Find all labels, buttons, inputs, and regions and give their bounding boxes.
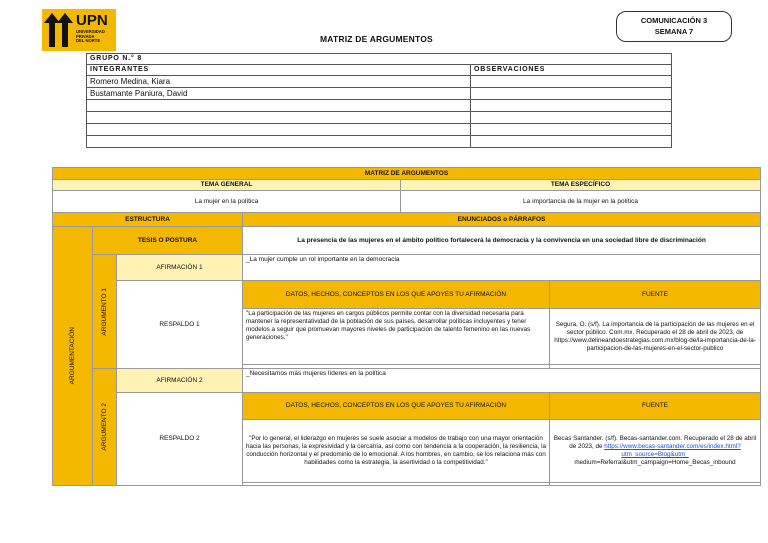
estructura-header: ESTRUCTURA (53, 213, 243, 227)
upn-arrows-icon (44, 11, 74, 49)
fuente-2-citation: Becas Santander. (s/f). Becas-santander.com. Recuperado el 28 de abril de 2023, de (553, 435, 757, 450)
tesis-label: TESIS O POSTURA (93, 227, 243, 255)
afirmacion-2-value[interactable]: _Necesitamos más mujeres líderes en la política (243, 369, 761, 393)
fuente-1-text[interactable]: Segura, O. (s/f). La importancia de la participación de las mujeres en el sector público. Com.mx. Recuperado el 28 de abril de 2023, de https://www.delineandoestrategias.com.mx/blog-de/la-importancia-de-la-participacion-de-las-mujeres-en-el-sector-publico (550, 309, 761, 365)
tema-especifico-value[interactable]: La importancia de la mujer en la política (401, 191, 761, 213)
course-week: SEMANA 7 (654, 27, 694, 36)
afirmacion-1-value[interactable]: _La mujer cumple un rol importante en la democracia (243, 255, 761, 281)
document-title: MATRIZ DE ARGUMENTOS (320, 34, 433, 44)
course-name: COMUNICACIÓN 3 (640, 16, 708, 25)
fuente-2-header: FUENTE (550, 393, 761, 420)
logo-subtitle: UNIVERSIDAD PRIVADA DEL NORTE (76, 29, 105, 44)
course-badge (616, 11, 732, 42)
matrix-title: MATRIZ DE ARGUMENTOS (53, 168, 761, 180)
logo-text: UPN (76, 12, 108, 29)
argumentacion-label: ARGUMENTACIÓN (53, 227, 93, 486)
afirmacion-2-label: AFIRMACIÓN 2 (117, 369, 243, 393)
fuente-2-link[interactable]: https://www.becas-santander.com/es/index.html?utm_source=Blog&utm_ (604, 443, 741, 458)
respaldo-2-text[interactable]: "Por lo general, el liderazgo en mujeres se suele asociar a modelos de trabajo con una mayor orientación hacia las personas, la expresividad y la cercanía, así como con tendencia a la cooperación, la resiliencia, la conducción horizontal y el predominio de lo emocional. A los hombres, en cambio, se los relaciona más con habilidades como la estrategia, la asertividad o la competitividad." (243, 420, 550, 483)
upn-logo (42, 9, 116, 51)
fuente-2-text[interactable] (550, 420, 761, 483)
member-name[interactable]: Romero Medina, Kiara (87, 76, 471, 88)
fuente-2-params: medium=Referral&utm_campaign=Home_Becas_inbound (574, 459, 736, 466)
tema-general-header: TEMA GENERAL (53, 180, 401, 191)
member-observation[interactable] (471, 136, 672, 148)
member-name[interactable] (87, 100, 471, 112)
member-observation[interactable] (471, 88, 672, 100)
respaldo-2-label: RESPALDO 2 (117, 393, 243, 486)
enunciados-header: ENUNCIADOS o PÁRRAFOS (243, 213, 761, 227)
observaciones-header: OBSERVACIONES (471, 65, 672, 76)
member-name[interactable] (87, 136, 471, 148)
member-observation[interactable] (471, 112, 672, 124)
member-observation[interactable] (471, 124, 672, 136)
tema-general-value[interactable]: La mujer en la política (53, 191, 401, 213)
fuente-1-header: FUENTE (550, 281, 761, 309)
member-row (87, 136, 672, 148)
member-observation[interactable] (471, 76, 672, 88)
argumento-1-label: ARGUMENTO 1 (93, 255, 117, 369)
argument-matrix (52, 167, 761, 486)
afirmacion-1-label: AFIRMACIÓN 1 (117, 255, 243, 281)
member-row (87, 112, 672, 124)
member-name[interactable]: Bustamante Paniura, David (87, 88, 471, 100)
datos-2-header: DATOS, HECHOS, CONCEPTOS EN LOS QUE APOYES TU AFIRMACIÓN (243, 393, 550, 420)
member-observation[interactable] (471, 100, 672, 112)
integrantes-header: INTEGRANTES (87, 65, 471, 76)
respaldo-1-label: RESPALDO 1 (117, 281, 243, 369)
respaldo-1-text[interactable]: "La participación de las mujeres en cargos públicos permite contar con la diversidad necesaria para mantener la representatividad de la población de sus países, desarrollar políticas incluyentes y tener modelos a seguir que promuevan mayores niveles de participación de talento femenino en las nuevas generaciones." (243, 309, 550, 365)
member-name[interactable] (87, 112, 471, 124)
member-row (87, 76, 672, 88)
group-number: GRUPO N.° 8 (87, 54, 672, 65)
member-row (87, 124, 672, 136)
group-table (86, 53, 672, 148)
tesis-value[interactable]: La presencia de las mujeres en el ámbito político fortalecerá la democracia y la convivencia en una sociedad libre de discriminación (243, 227, 761, 255)
datos-1-header: DATOS, HECHOS, CONCEPTOS EN LOS QUE APOYES TU AFIRMACIÓN (243, 281, 550, 309)
member-row (87, 100, 672, 112)
tema-especifico-header: TEMA ESPECÍFICO (401, 180, 761, 191)
argumento-2-label: ARGUMENTO 2 (93, 369, 117, 486)
member-row (87, 88, 672, 100)
member-name[interactable] (87, 124, 471, 136)
